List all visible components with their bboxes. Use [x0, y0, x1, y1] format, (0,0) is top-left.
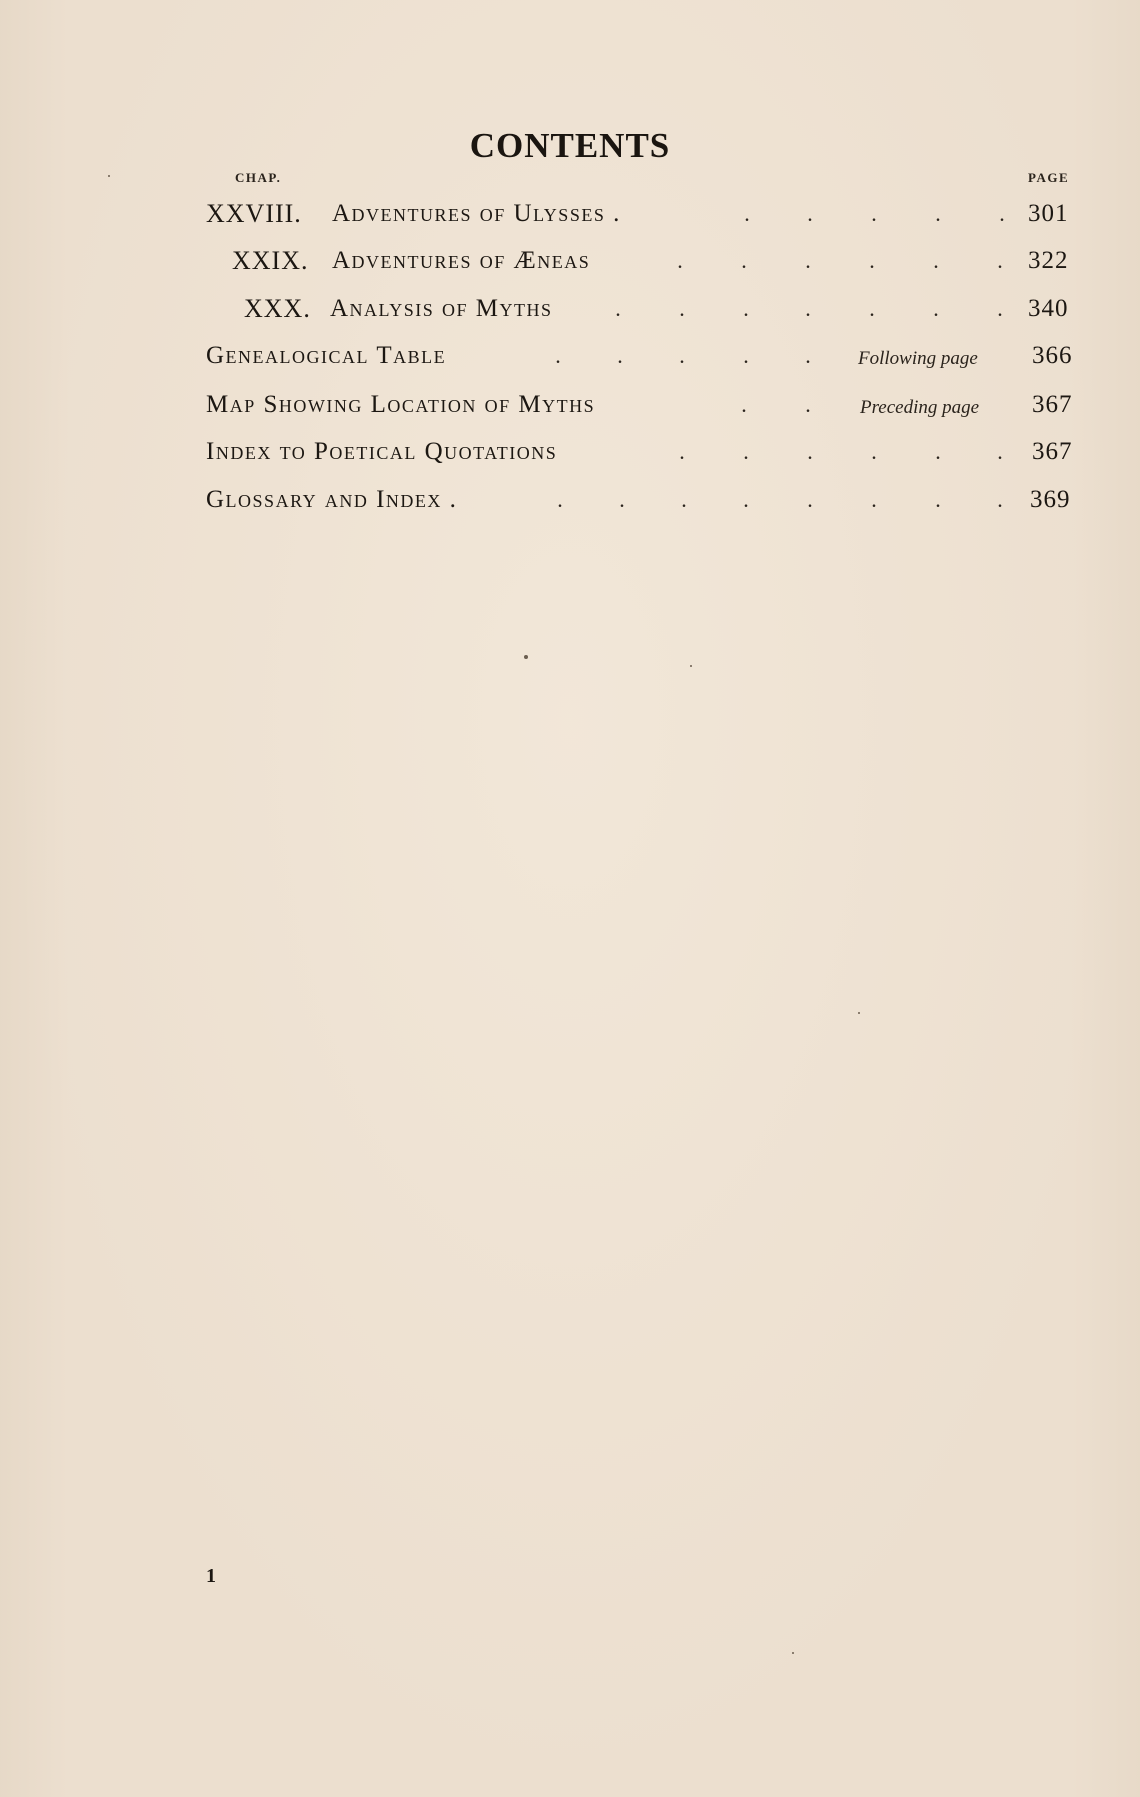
page-number: 322 [1028, 247, 1069, 274]
leader-dot: . [998, 494, 1002, 511]
leader-dot: . [872, 446, 876, 463]
page-column-heading: PAGE [1028, 170, 1070, 185]
paper-speck [792, 1652, 794, 1654]
leader-dot: . [870, 255, 874, 272]
page-number: 366 [1032, 342, 1073, 369]
page-title: CONTENTS [469, 126, 671, 165]
page-note: Following page [858, 348, 978, 369]
leader-dot: . [744, 350, 748, 367]
entry-title: Glossary and Index . [206, 486, 458, 513]
leader-dot: . [680, 303, 684, 320]
toc-entry [0, 387, 1140, 427]
chapter-column-heading: CHAP. [235, 170, 282, 185]
leader-dot: . [808, 494, 812, 511]
entry-title: Map Showing Location of Myths [206, 391, 596, 418]
leader-dot: . [1000, 208, 1004, 225]
leader-dot: . [745, 208, 749, 225]
leader-dot: . [998, 303, 1002, 320]
entry-title: Analysis of Myths [330, 295, 553, 322]
leader-dot: . [680, 350, 684, 367]
page-number: 367 [1032, 438, 1073, 465]
leader-dot: . [620, 494, 624, 511]
leader-dot: . [742, 399, 746, 416]
leader-dot: . [806, 350, 810, 367]
chapter-number: XXX. [244, 294, 311, 323]
toc-entry [0, 196, 1140, 236]
entry-title: Genealogical Table [206, 342, 447, 369]
paper-speck [108, 175, 110, 177]
toc-entry [0, 434, 1140, 474]
leader-dot: . [616, 303, 620, 320]
leader-dot: . [934, 255, 938, 272]
signature-mark: 1 [206, 1565, 216, 1587]
leader-dot: . [806, 399, 810, 416]
leader-dot: . [742, 255, 746, 272]
leader-dot: . [808, 208, 812, 225]
page-number: 340 [1028, 295, 1069, 322]
leader-dot: . [998, 255, 1002, 272]
entry-title: Index to Poetical Quotations [206, 438, 558, 465]
leader-dot: . [680, 446, 684, 463]
entry-title: Adventures of Æneas [332, 247, 591, 274]
entry-title: Adventures of Ulysses . [332, 200, 621, 227]
page-note: Preceding page [860, 397, 980, 418]
page-number: 369 [1030, 486, 1071, 513]
leader-dot: . [808, 446, 812, 463]
toc-entry [0, 338, 1140, 378]
leader-dot: . [744, 446, 748, 463]
page-number: 301 [1028, 200, 1069, 227]
leader-dot: . [558, 494, 562, 511]
leader-dot: . [872, 494, 876, 511]
leader-dot: . [618, 350, 622, 367]
toc-entry [0, 291, 1140, 331]
table-of-contents [0, 0, 1140, 560]
leader-dot: . [744, 303, 748, 320]
leader-dot: . [936, 208, 940, 225]
toc-entry [0, 482, 1140, 522]
chapter-number: XXVIII. [206, 199, 302, 228]
paper-speck [858, 1012, 860, 1014]
leader-dot: . [682, 494, 686, 511]
page-number: 367 [1032, 391, 1073, 418]
leader-dot: . [998, 446, 1002, 463]
chapter-number: XXIX. [232, 246, 309, 275]
leader-dot: . [556, 350, 560, 367]
leader-dot: . [936, 494, 940, 511]
leader-dot: . [870, 303, 874, 320]
leader-dot: . [678, 255, 682, 272]
paper-speck [524, 655, 528, 659]
leader-dot: . [806, 303, 810, 320]
leader-dot: . [806, 255, 810, 272]
leader-dot: . [872, 208, 876, 225]
leader-dot: . [934, 303, 938, 320]
leader-dot: . [936, 446, 940, 463]
paper-speck [690, 665, 692, 667]
leader-dot: . [744, 494, 748, 511]
toc-entry [0, 243, 1140, 283]
